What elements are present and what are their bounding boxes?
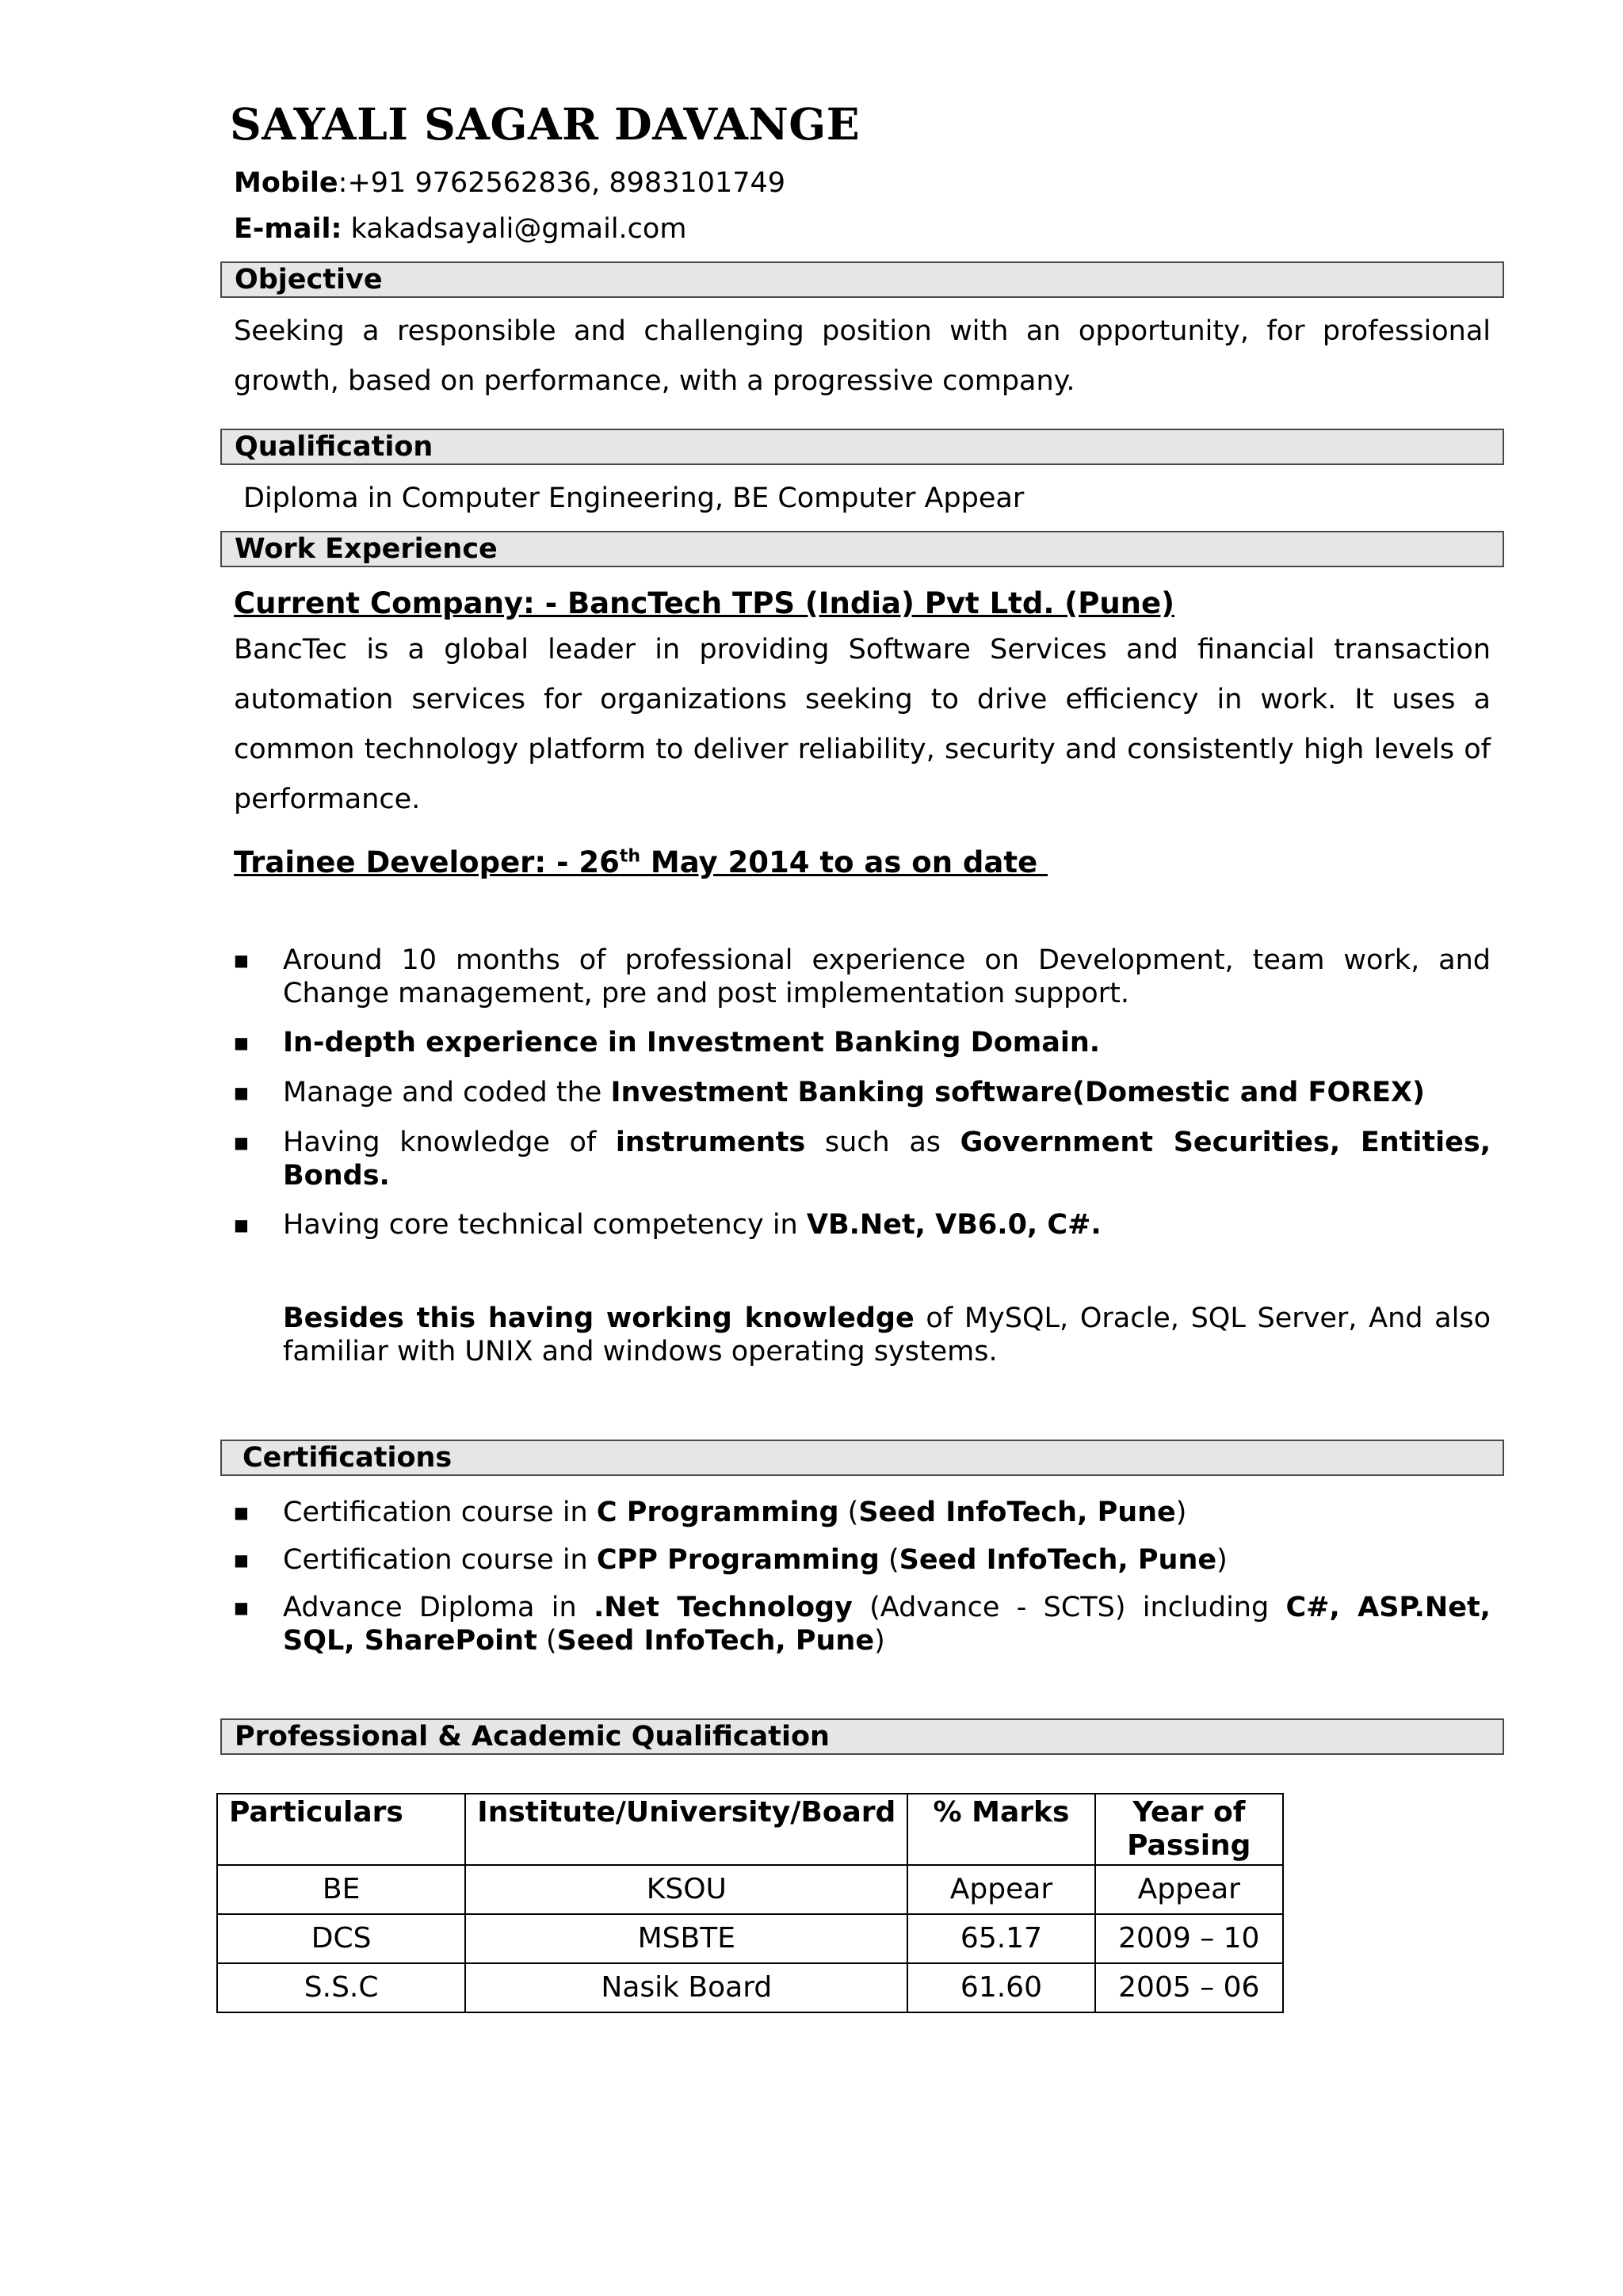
- list-item: [234, 1126, 1491, 1192]
- mobile-value: :+91 9762562836, 8983101749: [338, 167, 786, 199]
- list-item: [234, 1543, 1491, 1577]
- bullet-icon: ■: [234, 1033, 249, 1052]
- certification-bullets: [234, 1496, 1491, 1657]
- company-description: BancTec is a global leader in providing Software Services and financial transaction automation services for organizations seeking to drive efficiency in work. It uses a common technology platform to deliver reliability, security and consistently high levels of performance.: [234, 634, 1491, 815]
- role-date-suffix: th: [619, 846, 641, 867]
- bullet-icon: ■: [234, 1083, 249, 1102]
- email-value: kakadsayali@gmail.com: [342, 213, 687, 245]
- cert-text: (Advance - SCTS) including: [852, 1592, 1286, 1623]
- mobile-line: [234, 167, 785, 199]
- bullet-icon: ■: [234, 1215, 249, 1234]
- qualification-heading: Qualification: [220, 429, 1504, 465]
- cert-text: (: [879, 1544, 899, 1576]
- table-cell: 61.60: [907, 1963, 1094, 2012]
- list-item: [234, 944, 1491, 1010]
- cert-bold: C Programming: [596, 1497, 839, 1528]
- table-cell: KSOU: [465, 1865, 907, 1914]
- current-company-heading: Current Company: - BancTech TPS (India) Pvt Ltd. (Pune): [234, 586, 1174, 620]
- table-cell: Appear: [1095, 1865, 1283, 1914]
- cert-text: ): [874, 1625, 885, 1657]
- cert-text: Certification course in: [283, 1497, 597, 1528]
- additional-knowledge-bold: Besides this having working knowledge: [283, 1302, 915, 1334]
- role-heading: [234, 845, 1048, 879]
- cert-bold: Seed InfoTech, Pune: [556, 1625, 875, 1657]
- table-cell: 2005 – 06: [1095, 1963, 1283, 2012]
- candidate-name: SAYALI SAGAR DAVANGE: [230, 98, 861, 150]
- column-header: Institute/University/Board: [465, 1794, 907, 1865]
- cert-text: (: [537, 1625, 557, 1657]
- certifications-heading: Certifications: [220, 1440, 1504, 1476]
- academic-table: [216, 1793, 1284, 2013]
- cert-text: Advance Diploma in: [283, 1592, 594, 1623]
- bullet-text: Manage and coded the: [283, 1077, 611, 1108]
- objective-heading: Objective: [220, 261, 1504, 298]
- cert-text: (: [838, 1497, 859, 1528]
- table-cell: DCS: [217, 1914, 465, 1963]
- table-row: [217, 1963, 1283, 2012]
- table-cell: BE: [217, 1865, 465, 1914]
- cert-text: ): [1216, 1544, 1228, 1576]
- additional-knowledge: [283, 1302, 1491, 1368]
- cert-bold: Seed InfoTech, Pune: [899, 1544, 1217, 1576]
- table-cell: 65.17: [907, 1914, 1094, 1963]
- cert-bold: C#, ASP.Net, SQL, SharePoint: [283, 1592, 1491, 1657]
- additional-knowledge-text: of MySQL, Oracle, SQL Server, And also familiar with UNIX and windows operating systems.: [283, 1302, 1491, 1367]
- mobile-label: Mobile: [234, 167, 338, 199]
- bullet-bold: Investment Banking software(Domestic and FOREX): [610, 1077, 1426, 1108]
- table-cell: Appear: [907, 1865, 1094, 1914]
- bullet-text: such as: [805, 1127, 960, 1158]
- column-header: Year of Passing: [1095, 1794, 1283, 1865]
- qualification-text: Diploma in Computer Engineering, BE Computer Appear: [243, 482, 1025, 514]
- bullet-text: In-depth experience in Investment Banking Domain.: [283, 1027, 1101, 1058]
- column-header: % Marks: [907, 1794, 1094, 1865]
- bullet-bold: VB.Net, VB6.0, C#.: [806, 1209, 1102, 1241]
- role-suffix: May 2014 to as on date: [640, 845, 1048, 879]
- bullet-text: Having knowledge of: [283, 1127, 616, 1158]
- table-cell: S.S.C: [217, 1963, 465, 2012]
- email-line: [234, 213, 686, 245]
- experience-bullets: [234, 944, 1491, 1241]
- list-item: [234, 1591, 1491, 1657]
- bullet-icon: ■: [234, 1550, 249, 1569]
- bullet-icon: ■: [234, 951, 249, 970]
- bullet-text: Having core technical competency in: [283, 1209, 807, 1241]
- bullet-bold: instruments: [615, 1127, 806, 1158]
- bullet-text: Around 10 months of professional experience on Development, team work, and Change management, pre and post implementation support.: [283, 944, 1491, 1009]
- table-cell: Nasik Board: [465, 1963, 907, 2012]
- bullet-bold: Government Securities, Entities, Bonds.: [283, 1127, 1491, 1192]
- table-cell: MSBTE: [465, 1914, 907, 1963]
- cert-bold: Seed InfoTech, Pune: [858, 1497, 1176, 1528]
- email-label: E-mail:: [234, 213, 342, 245]
- list-item: [234, 1496, 1491, 1529]
- table-header-row: [217, 1794, 1283, 1865]
- cert-bold: .Net Technology: [593, 1592, 853, 1623]
- list-item: [234, 1026, 1491, 1059]
- column-header: Particulars: [217, 1794, 465, 1865]
- role-prefix: Trainee Developer: - 26: [234, 845, 620, 879]
- cert-bold: CPP Programming: [596, 1544, 880, 1576]
- bullet-icon: ■: [234, 1133, 249, 1152]
- table-row: [217, 1914, 1283, 1963]
- table-cell: 2009 – 10: [1095, 1914, 1283, 1963]
- academic-heading: Professional & Academic Qualification: [220, 1718, 1504, 1755]
- list-item: [234, 1208, 1491, 1241]
- bullet-icon: ■: [234, 1598, 249, 1617]
- bullet-icon: ■: [234, 1503, 249, 1522]
- cert-text: ): [1175, 1497, 1187, 1528]
- cert-text: Certification course in: [283, 1544, 597, 1576]
- objective-text: Seeking a responsible and challenging position with an opportunity, for professional growth, based on performance, with a progressive company.: [234, 315, 1491, 397]
- list-item: [234, 1076, 1491, 1109]
- table-row: [217, 1865, 1283, 1914]
- work-experience-heading: Work Experience: [220, 531, 1504, 567]
